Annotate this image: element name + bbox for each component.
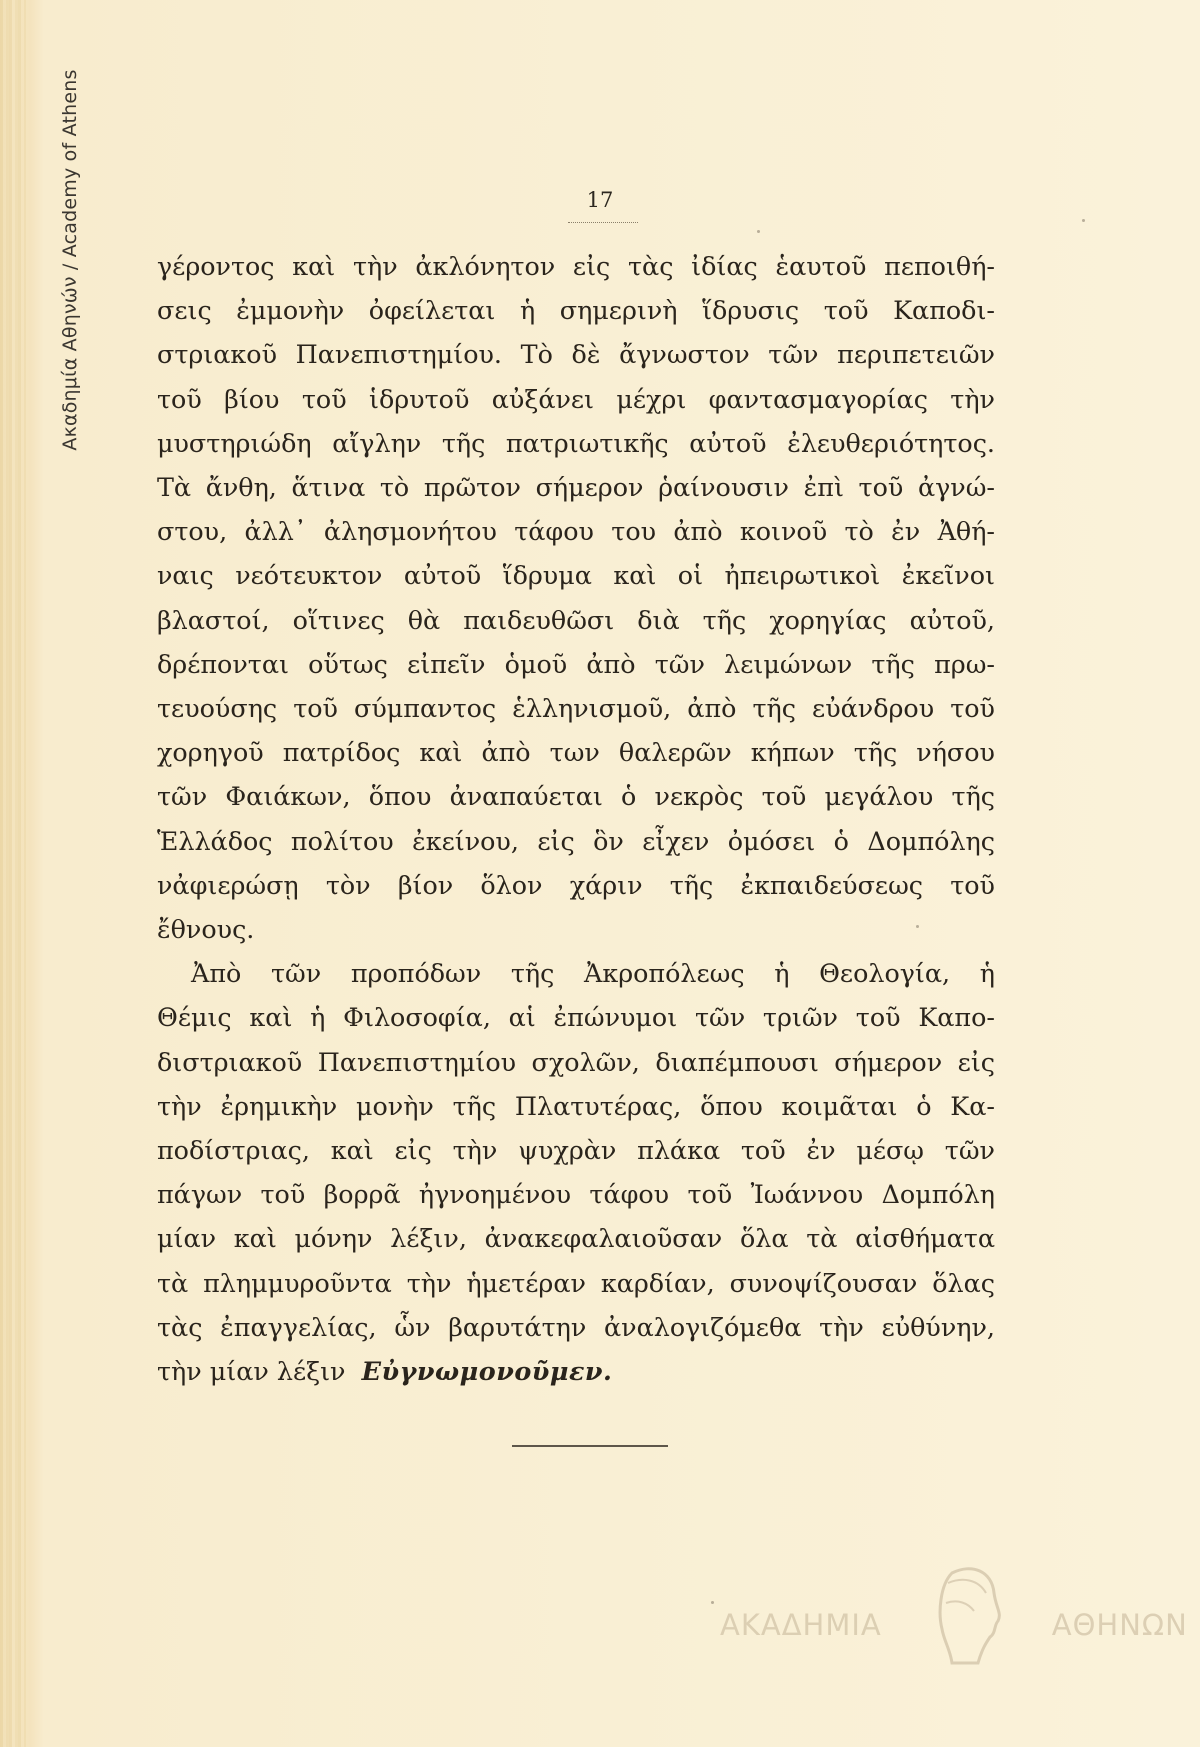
academy-stamp [720,1575,1188,1675]
text-line: σεις ἐμμονὴν ὀφείλεται ἡ σημερινὴ ἵδρυσις τοῦ Καποδι- [157,295,995,326]
text-line: τευούσης τοῦ σύμπαντος ἑλληνισμοῦ, ἀπὸ τῆς εὐάνδρου τοῦ [157,693,995,724]
athena-head-icon [922,1575,1012,1675]
page-spine-edge [0,0,26,1747]
paper-speck [1082,219,1085,222]
side-watermark: Ακαδημία Αθηνών / Academy of Athens [59,69,81,451]
page-number: 17 [586,188,614,212]
paper-speck [916,925,919,928]
page-number-underline [568,222,638,223]
text-line: μίαν καὶ μόνην λέξιν, ἀνακεφαλαιοῦσαν ὅλα τὰ αἰσθήματα [157,1223,995,1254]
text-line: χορηγοῦ πατρίδος καὶ ἀπὸ των θαλερῶν κήπων τῆς νήσου [157,737,995,768]
text-line: Θέμις καὶ ἡ Φιλοσοφία, αἱ ἐπώνυμοι τῶν τριῶν τοῦ Καπο- [157,1002,995,1033]
text-line: νἀφιερώσῃ τὸν βίον ὅλον χάριν τῆς ἐκπαιδεύσεως τοῦ [157,869,995,900]
stamp-left-text: ΑΚΑΔΗΜΙΑ [720,1608,882,1642]
paper-speck [711,1601,714,1604]
final-line-text: τὴν μίαν λέξιν [157,1356,346,1387]
text-line: τῶν Φαιάκων, ὅπου ἀναπαύεται ὁ νεκρὸς τοῦ μεγάλου τῆς [157,781,995,812]
text-line: βλαστοί, οἵτινες θὰ παιδευθῶσι διὰ τῆς χορηγίας αὐτοῦ, [157,604,995,635]
final-emphasis-word: Εὐγνωμονοῦμεν. [361,1356,613,1387]
text-line: δρέπονται οὕτως εἰπεῖν ὁμοῦ ἀπὸ τῶν λειμώνων τῆς πρω- [157,648,995,679]
text-line: Τὰ ἄνθη, ἅτινα τὸ πρῶτον σήμερον ῥαίνουσιν ἐπὶ τοῦ ἀγνώ- [157,472,995,503]
paragraph-end-line: ἔθνους. [157,914,255,945]
text-line: ποδίστριας, καὶ εἰς τὴν ψυχρὰν πλάκα τοῦ ἐν μέσῳ τῶν [157,1135,995,1166]
text-line: διστριακοῦ Πανεπιστημίου σχολῶν, διαπέμπουσι σήμερον εἰς [157,1046,995,1077]
stamp-right-text: ΑΘΗΝΩΝ [1051,1608,1188,1642]
text-line: τὰς ἐπαγγελίας, ὧν βαρυτάτην ἀναλογιζόμεθα τὴν εὐθύνην, [157,1311,995,1342]
text-line: τὴν ἐρημικὴν μονὴν τῆς Πλατυτέρας, ὅπου κοιμᾶται ὁ Κα- [157,1090,995,1121]
text-line: Ἑλλάδος πολίτου ἐκείνου, εἰς ὃν εἶχεν ὀμόσει ὁ Δομπόλης [157,825,995,856]
end-separator-rule [512,1445,668,1447]
text-line: ναις νεότευκτον αὐτοῦ ἵδρυμα καὶ οἱ ἠπειρωτικοὶ ἐκεῖνοι [157,560,995,591]
text-line: γέροντος καὶ τὴν ἀκλόνητον εἰς τὰς ἰδίας ἑαυτοῦ πεποιθή- [157,251,995,281]
paper-speck [757,230,760,233]
text-line: στριακοῦ Πανεπιστημίου. Τὸ δὲ ἄγνωστον τῶν περιπετειῶν [157,339,995,370]
text-line: τοῦ βίου τοῦ ἱδρυτοῦ αὐξάνει μέχρι φαντασμαγορίας τὴν [157,383,995,414]
paragraph-start-line: Ἀπὸ τῶν προπόδων τῆς Ἀκροπόλεως ἡ Θεολογία, ἡ [191,958,995,989]
text-line: στου, ἀλλ᾽ ἀλησμονήτου τάφου του ἀπὸ κοινοῦ τὸ ἐν Ἀθή- [157,516,995,547]
text-line: πάγων τοῦ βορρᾶ ἠγνοημένου τάφου τοῦ Ἰωάννου Δομπόλη [157,1179,995,1210]
text-line: τὰ πλημμυροῦντα τὴν ἡμετέραν καρδίαν, συνοψίζουσαν ὅλας [157,1267,995,1298]
text-line: μυστηριώδη αἴγλην τῆς πατριωτικῆς αὐτοῦ ἐλευθεριότητος. [157,427,995,458]
body-text [157,244,995,1393]
final-line [157,1349,995,1393]
